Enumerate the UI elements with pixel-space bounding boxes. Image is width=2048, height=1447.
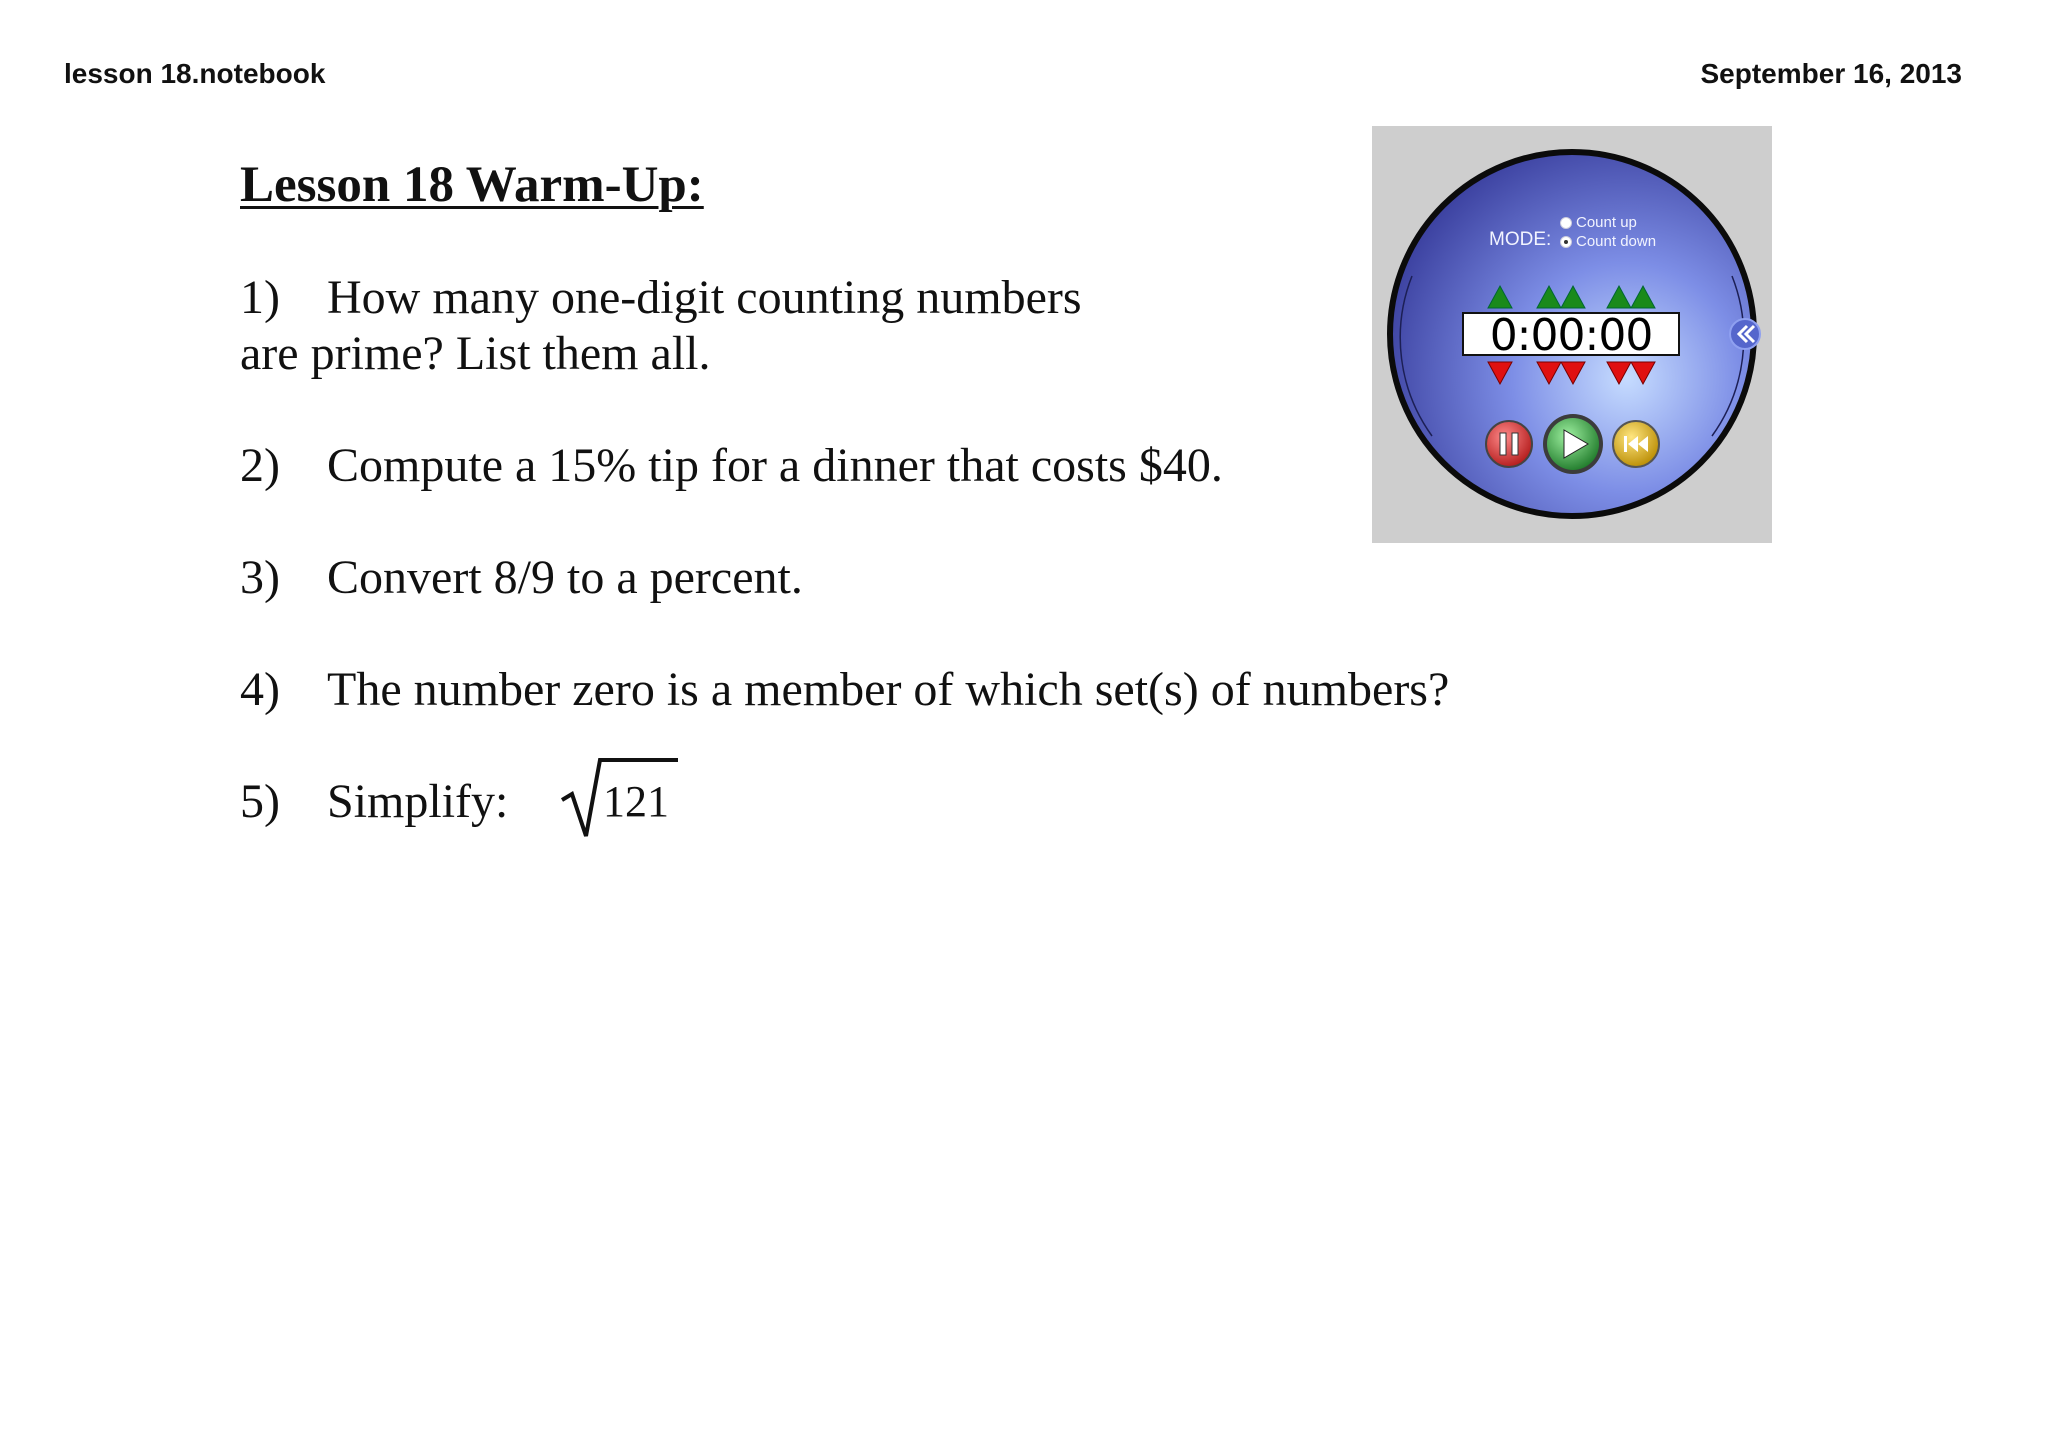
question-1-continued: are prime? List them all.	[240, 327, 711, 380]
question-2	[240, 438, 1223, 494]
question-3	[240, 550, 803, 606]
mode-option-label: Count down	[1576, 233, 1657, 250]
question-4	[240, 662, 1449, 718]
question-text: Simplify:	[327, 775, 509, 828]
question-number: 3)	[240, 551, 280, 604]
question-text: Compute a 15% tip for a dinner that costs $40.	[327, 439, 1223, 492]
radio-selected-icon[interactable]	[1560, 236, 1572, 248]
question-text: How many one-digit counting numbers	[327, 271, 1082, 324]
question-number: 2)	[240, 439, 280, 492]
mode-count-up-option[interactable]	[1560, 214, 1637, 231]
document-date: September 16, 2013	[1700, 58, 1962, 89]
lesson-title: Lesson 18 Warm-Up:	[240, 157, 704, 213]
question-text: Convert 8/9 to a percent.	[327, 551, 803, 604]
question-number: 4)	[240, 663, 280, 716]
timer-display: 0:00:00	[1462, 312, 1680, 356]
mode-label: MODE:	[1489, 229, 1552, 250]
mode-option-label: Count up	[1576, 214, 1637, 231]
radio-icon[interactable]	[1560, 217, 1572, 229]
mode-count-down-option[interactable]	[1560, 233, 1656, 250]
question-text: The number zero is a member of which set(s) of numbers?	[327, 663, 1450, 716]
document-file-name: lesson 18.notebook	[64, 58, 326, 89]
question-1	[240, 270, 1082, 326]
question-number: 1)	[240, 271, 280, 324]
countdown-timer-widget	[1372, 126, 1772, 543]
question-number: 5)	[240, 775, 280, 828]
question-5	[240, 774, 508, 830]
radicand: 121	[603, 777, 669, 826]
